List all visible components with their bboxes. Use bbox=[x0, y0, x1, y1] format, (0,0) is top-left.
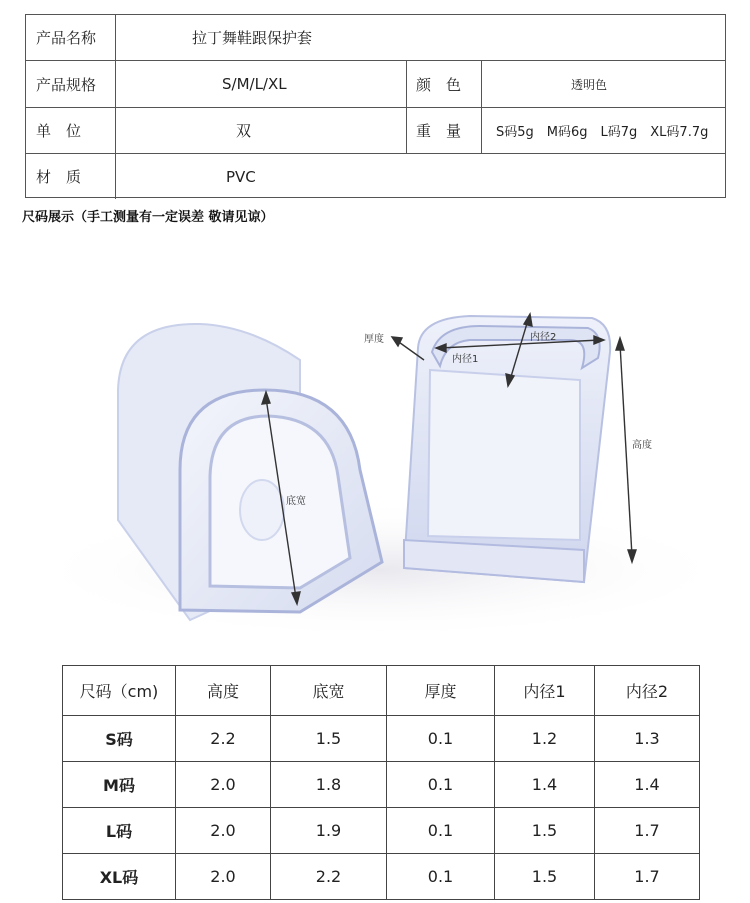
size-table-header bbox=[63, 666, 700, 716]
value-cell: 0.1 bbox=[387, 716, 495, 762]
value-cell: 1.7 bbox=[595, 808, 700, 854]
col-header: 高度 bbox=[176, 666, 271, 716]
value-cell: 1.9 bbox=[271, 808, 387, 854]
value-cell: 2.0 bbox=[176, 854, 271, 900]
size-cell: M码 bbox=[63, 762, 176, 808]
spec-row-unit bbox=[26, 108, 725, 154]
value-cell: 1.2 bbox=[495, 716, 595, 762]
label-base-width: 底宽 bbox=[286, 496, 306, 507]
col-header: 厚度 bbox=[387, 666, 495, 716]
value-cell: 2.2 bbox=[271, 854, 387, 900]
size-table bbox=[62, 665, 700, 900]
value-cell: 1.3 bbox=[595, 716, 700, 762]
spec-row-name bbox=[26, 15, 725, 61]
heel-protector-illustration bbox=[0, 240, 750, 660]
table-row bbox=[63, 716, 700, 762]
spec-row-spec bbox=[26, 61, 725, 108]
col-header: 尺码（cm) bbox=[63, 666, 176, 716]
left-heel-cap bbox=[118, 324, 382, 620]
col-header: 内径1 bbox=[495, 666, 595, 716]
col-header: 内径2 bbox=[595, 666, 700, 716]
value-cell: 1.5 bbox=[271, 716, 387, 762]
value-cell: 0.1 bbox=[387, 854, 495, 900]
section-title: 尺码展示（手工测量有一定误差 敬请见谅） bbox=[22, 210, 274, 225]
value-cell: 1.5 bbox=[495, 808, 595, 854]
spec-label: 产品规格 bbox=[36, 75, 97, 94]
color-label: 颜 色 bbox=[416, 75, 462, 94]
unit-label: 单 位 bbox=[36, 122, 82, 140]
value-cell: 2.0 bbox=[176, 808, 271, 854]
col-header: 底宽 bbox=[271, 666, 387, 716]
value-cell: 1.8 bbox=[271, 762, 387, 808]
table-row bbox=[63, 854, 700, 900]
color-value: 透明色 bbox=[571, 77, 608, 92]
value-cell: 2.0 bbox=[176, 762, 271, 808]
weight-value: S码5g M码6g L码7g XL码7.7g bbox=[496, 125, 709, 140]
material-label: 材 质 bbox=[36, 168, 82, 186]
label-thickness: 厚度 bbox=[364, 334, 384, 345]
size-cell: XL码 bbox=[63, 854, 176, 900]
label-inner1: 内径1 bbox=[452, 354, 479, 365]
product-name-label: 产品名称 bbox=[36, 29, 97, 47]
spec-value: S/M/L/XL bbox=[222, 75, 287, 93]
size-cell: L码 bbox=[63, 808, 176, 854]
table-row bbox=[63, 762, 700, 808]
value-cell: 1.7 bbox=[595, 854, 700, 900]
value-cell: 1.4 bbox=[495, 762, 595, 808]
value-cell: 1.5 bbox=[495, 854, 595, 900]
unit-value: 双 bbox=[236, 122, 252, 140]
spec-row-material bbox=[26, 154, 725, 199]
weight-label: 重 量 bbox=[416, 122, 462, 140]
value-cell: 1.4 bbox=[595, 762, 700, 808]
material-value: PVC bbox=[226, 167, 256, 186]
product-image bbox=[0, 240, 750, 660]
product-name-value: 拉丁舞鞋跟保护套 bbox=[192, 29, 313, 47]
value-cell: 0.1 bbox=[387, 762, 495, 808]
label-height: 高度 bbox=[632, 440, 652, 451]
value-cell: 0.1 bbox=[387, 808, 495, 854]
table-row bbox=[63, 808, 700, 854]
size-cell: S码 bbox=[63, 716, 176, 762]
value-cell: 2.2 bbox=[176, 716, 271, 762]
spec-table bbox=[25, 14, 726, 198]
right-heel-cap bbox=[404, 316, 610, 582]
label-inner2: 内径2 bbox=[530, 332, 557, 343]
